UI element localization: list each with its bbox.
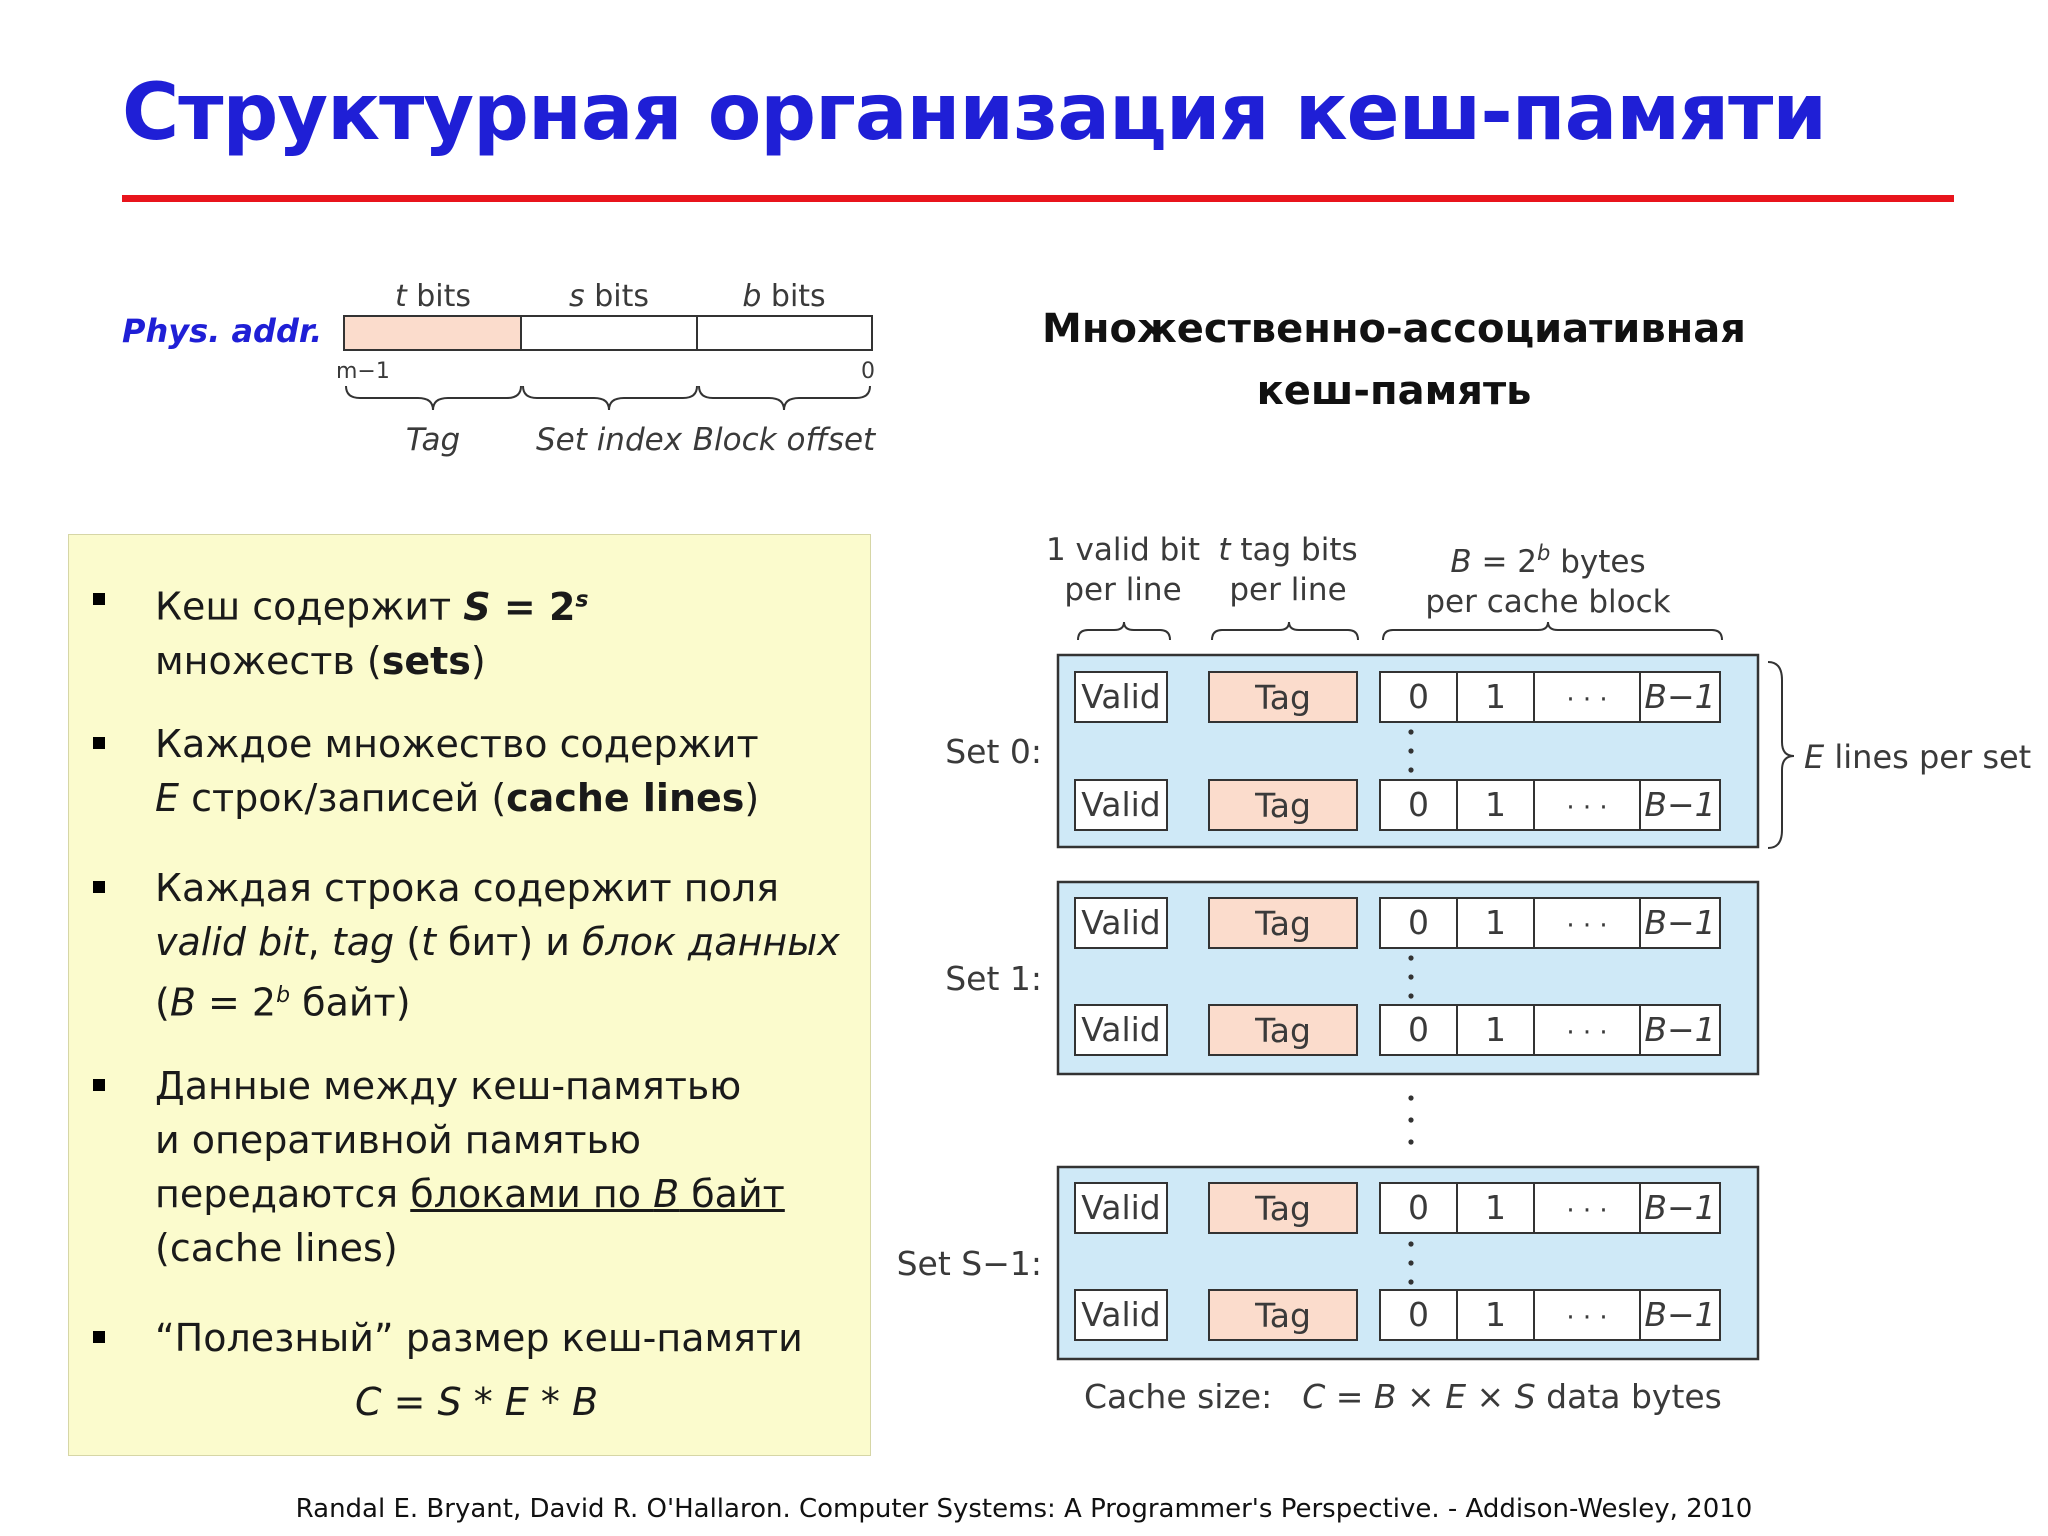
page-title: Структурная организация кеш-памяти xyxy=(122,68,1827,158)
ellipsis-dot xyxy=(1408,1241,1413,1246)
set-index-brace xyxy=(523,386,697,410)
block-byte-label: 0 xyxy=(1408,785,1429,824)
block-byte-label: · · · xyxy=(1566,1018,1608,1048)
term-data-block: блок данных xyxy=(582,920,840,964)
block-header-text: = 2 xyxy=(1471,544,1538,580)
bullet-text-part: байт) xyxy=(290,980,411,1025)
cache-size-formula xyxy=(1084,1377,1722,1416)
tag-field-name: Tag xyxy=(405,422,461,458)
tag-cell-label: Tag xyxy=(1255,904,1311,943)
block-byte-label: · · · xyxy=(1566,685,1608,715)
ellipsis-dot xyxy=(1408,1095,1413,1100)
var-t: t xyxy=(394,279,407,314)
var-b: B xyxy=(653,1172,680,1216)
block-byte-label: 0 xyxy=(1408,1010,1429,1049)
cache-type-title: кеш-память xyxy=(1256,368,1532,414)
term-sets: sets xyxy=(381,638,471,683)
tag-header-text: tag bits xyxy=(1230,532,1358,568)
block-offset-field xyxy=(697,316,872,350)
valid-cell-label: Valid xyxy=(1081,1295,1161,1334)
term-tag: tag xyxy=(331,920,395,964)
tag-header: per line xyxy=(1229,572,1347,608)
var-b: b xyxy=(742,279,762,314)
bullet-text-part: Каждое множество содержит xyxy=(155,722,759,766)
exponent-b: b xyxy=(276,983,291,1008)
bullet-text-part: ( xyxy=(155,980,170,1025)
tag-cell-label: Tag xyxy=(1255,786,1311,825)
capacity-formula: C = S * E * B xyxy=(355,1380,599,1424)
block-byte-label: 1 xyxy=(1485,1010,1506,1049)
set-bits-label xyxy=(569,279,649,314)
set-label-text: Set S−1: xyxy=(896,1244,1042,1283)
bullet-text-part: множеств ( xyxy=(155,638,382,683)
times-sign: × xyxy=(1396,1377,1446,1416)
block-byte-label: 0 xyxy=(1408,1295,1429,1334)
var-s: S xyxy=(1514,1377,1536,1416)
tag-field xyxy=(344,316,521,350)
bullet-text-part: Кеш содержит xyxy=(155,584,464,629)
var-s: s xyxy=(569,279,585,314)
set-label: Set 0: xyxy=(945,732,1042,771)
var-e: E xyxy=(155,776,180,820)
tag-header xyxy=(1218,532,1357,568)
term-valid-bit: valid bit xyxy=(155,920,308,964)
valid-cell-label: Valid xyxy=(1081,785,1161,824)
valid-cell-label: Valid xyxy=(1081,1188,1161,1227)
tag-brace xyxy=(1212,622,1358,640)
block-byte-label: 0 xyxy=(1408,1188,1429,1227)
tag-bits-label xyxy=(395,279,471,314)
block-header-text: bytes xyxy=(1550,544,1646,580)
term-cache-lines: cache lines xyxy=(506,776,745,820)
bullet-text-part: “Полезный” размер кеш-памяти xyxy=(155,1316,803,1360)
bullet-text-part: = 2 xyxy=(490,584,576,629)
block-byte-label: B−1 xyxy=(1644,1188,1716,1227)
ellipsis-dot xyxy=(1408,955,1413,960)
var-b: B xyxy=(169,980,196,1025)
block-bits-label xyxy=(742,279,825,314)
times-sign: × xyxy=(1466,1377,1515,1416)
valid-header: 1 valid bit xyxy=(1045,532,1201,568)
msb-label: m−1 xyxy=(336,359,390,384)
block-byte-label: 1 xyxy=(1485,1188,1506,1227)
bullet-text-part: ) xyxy=(470,638,486,683)
tag-cell-label: Tag xyxy=(1255,1296,1311,1335)
cache-type-title: Множественно-ассоциативная xyxy=(1042,306,1746,352)
e-lines-label xyxy=(1804,738,2031,776)
tag-brace xyxy=(346,386,521,410)
bullet-text-part: Данные между кеш-памятью xyxy=(155,1064,742,1108)
e-lines-text: lines per set xyxy=(1824,738,2032,776)
bullet-text-part: , xyxy=(307,920,332,964)
block-byte-label: 0 xyxy=(1408,677,1429,716)
tag-cell-label: Tag xyxy=(1255,1189,1311,1228)
ellipsis-dot xyxy=(1408,1279,1413,1284)
e-lines-brace xyxy=(1768,662,1794,848)
lsb-label: 0 xyxy=(861,359,875,384)
bullet-text-part: передаются xyxy=(155,1172,411,1216)
block-byte-label: · · · xyxy=(1566,911,1608,941)
ellipsis-dot xyxy=(1408,729,1413,734)
block-byte-label: 1 xyxy=(1485,1295,1506,1334)
var-e: E xyxy=(1804,738,1825,776)
block-byte-label: 1 xyxy=(1485,677,1506,716)
var-t: t xyxy=(421,920,436,964)
bullet-text-part: байт xyxy=(679,1172,785,1216)
block-byte-label: B−1 xyxy=(1644,785,1716,824)
source-credit: Randal E. Bryant, David R. O'Hallaron. Computer Systems: A Programmer's Perspective. - Addison-Wesley, 2010 xyxy=(295,1494,1753,1524)
bullet-text-part: (cache lines) xyxy=(155,1226,398,1270)
var-t: t xyxy=(1218,532,1231,568)
exponent-s: s xyxy=(575,587,589,612)
var-s: S xyxy=(463,584,491,629)
block-byte-label: B−1 xyxy=(1644,677,1716,716)
block-byte-label: · · · xyxy=(1566,1196,1608,1226)
ellipsis-dot xyxy=(1408,974,1413,979)
bullet-text-part: Каждая строка содержит поля xyxy=(155,866,780,910)
equals-sign: = xyxy=(1325,1377,1374,1416)
valid-brace xyxy=(1078,622,1170,640)
block-byte-label: · · · xyxy=(1566,1303,1608,1333)
tag-cell-label: Tag xyxy=(1255,678,1311,717)
var-c: C xyxy=(1302,1377,1326,1416)
bullet-text-part: блоками по xyxy=(410,1172,654,1216)
block-offset-brace xyxy=(699,386,870,410)
bullet-text-part: и оперативной памятью xyxy=(155,1118,641,1162)
block-header xyxy=(1450,541,1645,580)
block-byte-label: 1 xyxy=(1485,903,1506,942)
set-index-field-name: Set index xyxy=(535,422,683,458)
valid-cell-label: Valid xyxy=(1081,1010,1161,1049)
block-byte-label: B−1 xyxy=(1644,903,1716,942)
ellipsis-dot xyxy=(1408,1117,1413,1122)
cache-size-prefix: Cache size: xyxy=(1084,1377,1273,1416)
block-offset-field-name: Block offset xyxy=(692,422,876,458)
block-byte-label: B−1 xyxy=(1644,1010,1716,1049)
phys-addr-label: Phys. addr. xyxy=(122,312,323,350)
set-index-field xyxy=(521,316,697,350)
tag-cell-label: Tag xyxy=(1255,1011,1311,1050)
ellipsis-dot xyxy=(1408,748,1413,753)
bullet-text-part: = 2 xyxy=(195,980,277,1025)
var-b: B xyxy=(1450,544,1472,580)
valid-cell-label: Valid xyxy=(1081,903,1161,942)
bullet-text-part: строк/записей ( xyxy=(179,776,507,820)
exponent-b: b xyxy=(1537,541,1551,565)
block-byte-label: 0 xyxy=(1408,903,1429,942)
var-b: B xyxy=(1373,1377,1397,1416)
block-byte-label: B−1 xyxy=(1644,1295,1716,1334)
set-label xyxy=(897,1244,1042,1283)
block-brace xyxy=(1383,622,1722,640)
bullet-text-part: ( xyxy=(394,920,422,964)
valid-cell-label: Valid xyxy=(1081,677,1161,716)
bullet-text-part: бит) и xyxy=(435,920,582,964)
valid-header: per line xyxy=(1064,572,1182,608)
bullet-text-part: ) xyxy=(744,776,760,820)
block-byte-label: 1 xyxy=(1485,785,1506,824)
var-e: E xyxy=(1445,1377,1467,1416)
cache-size-suffix: data bytes xyxy=(1535,1377,1722,1416)
bits-word: bits xyxy=(406,279,472,314)
ellipsis-dot xyxy=(1408,767,1413,772)
block-byte-label: · · · xyxy=(1566,793,1608,823)
set-label: Set 1: xyxy=(945,959,1042,998)
bits-word: bits xyxy=(761,279,826,314)
ellipsis-dot xyxy=(1408,993,1413,998)
bits-word: bits xyxy=(584,279,649,314)
ellipsis-dot xyxy=(1408,1260,1413,1265)
block-header: per cache block xyxy=(1425,584,1671,620)
ellipsis-dot xyxy=(1408,1139,1413,1144)
